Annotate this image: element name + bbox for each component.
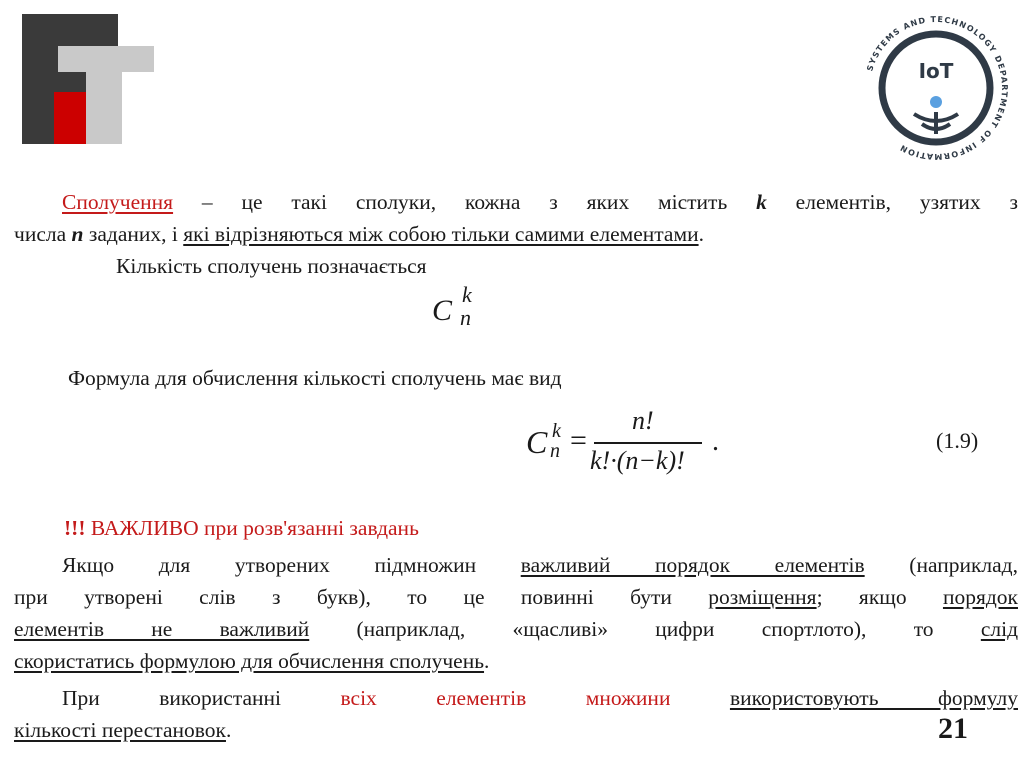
equation-number: (1.9): [936, 428, 979, 453]
paragraph2-line-1: При використанні всіх елементів множини використовують формулу: [62, 686, 1018, 710]
paragraph1-line-1: Якщо для утворених підмножин важливий порядок елементів (наприклад,: [62, 553, 1018, 577]
fit-logo: [22, 14, 154, 144]
definition-line-2: числа n заданих, і які відрізняються між собою тільки самими елементами.: [14, 222, 704, 246]
definition-line-1: Сполучення – це такі сполуки, кожна з яких містить k елементів, узятих з: [62, 190, 1018, 214]
fraction-bar: [594, 442, 702, 444]
definition-underlined: які відрізняються між собою тільки самими елементами: [183, 222, 699, 246]
iot-department-seal: [856, 8, 1016, 168]
iot-title: IoT: [918, 59, 954, 83]
term-combinations: Сполучення: [62, 190, 174, 214]
svg-text:SYSTEMS AND TECHNOLOGY DEPARTM: SYSTEMS AND TECHNOLOGY DEPARTMENT OF INFORMATION: [865, 14, 1010, 162]
paragraph1-line-3: елементів не важливий (наприклад, «щасливі» цифри спортлото), то слід: [14, 617, 1019, 641]
paragraph1-line-4: скористатись формулою для обчислення сполучень.: [14, 649, 490, 673]
count-text: Кількість сполучень позначається: [116, 254, 427, 278]
paragraph1-line-2: при утворені слів з букв), то це повинні бути розміщення; якщо порядок: [14, 585, 1018, 609]
page-number: 21: [938, 712, 968, 745]
paragraph2-line-2: кількості перестановок.: [14, 718, 232, 742]
formula-intro: Формула для обчислення кількості сполучень має вид: [68, 366, 562, 390]
important-heading: !!! ВАЖЛИВО при розв'язанні завдань: [64, 516, 419, 540]
